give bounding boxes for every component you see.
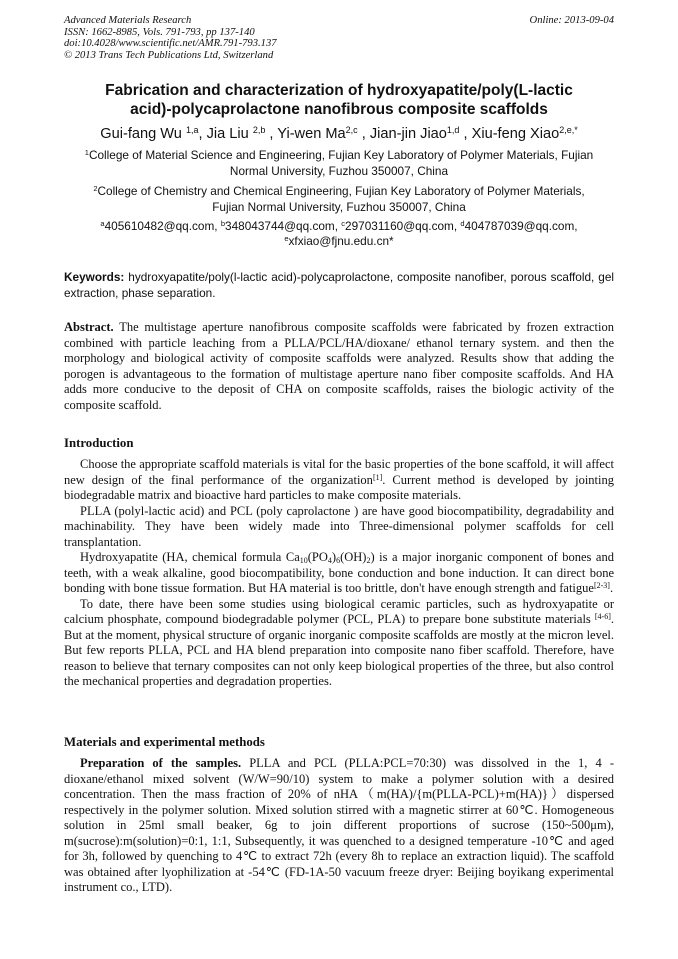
issn-line: ISSN: 1662-8985, Vols. 791-793, pp 137-140 xyxy=(64,26,255,38)
author-name: Xiu-feng Xiao xyxy=(471,126,560,142)
paragraph-text: . But at the moment, physical structure of organic inorganic composite scaffolds are mostly at the micron level. But few reports PLLA, PCL and HA blend preparation into composite nano fiber scaffold. Therefore, have reason to believe that ternary composites can not only keep biological properties of the three, but also control the mechanical properties and degradation properties. xyxy=(64,612,614,688)
paragraph-text: . xyxy=(609,581,614,595)
subscript: 10 xyxy=(299,556,308,565)
subscript: 6 xyxy=(336,556,341,565)
intro-paragraph-1 xyxy=(64,457,614,504)
email-a: 405610482@qq.com, xyxy=(104,219,221,233)
affiliation-text: College of Chemistry and Chemical Engineering, Fujian Key Laboratory of Polymer Materials, xyxy=(97,184,585,198)
email-mark: c xyxy=(341,219,346,228)
title-line-1: Fabrication and characterization of hydroxyapatite/poly(L-lactic xyxy=(105,82,573,99)
abstract-label: Abstract. xyxy=(64,320,114,334)
introduction-heading: Introduction xyxy=(64,436,134,450)
author-affil-mark: 2,c xyxy=(345,125,358,135)
methods-heading: Materials and experimental methods xyxy=(64,735,265,749)
affiliation-number: 2 xyxy=(93,184,98,193)
affiliation-2 xyxy=(64,184,614,215)
doi-line: doi:10.4028/www.scientific.net/AMR.791-793.137 xyxy=(64,38,277,50)
author-name: Yi-wen Ma xyxy=(277,126,346,142)
paragraph-text: Choose the appropriate scaffold materials is vital for the basic properties of the bone scaffold, it will affect new design of the final performance of the organization xyxy=(64,457,614,487)
author-separator: , xyxy=(198,126,207,142)
paragraph-text: . Current method is developed by jointing biodegradable matrix and bioactive hard particles to make composite materials. xyxy=(64,472,615,502)
paragraph-text: (OH) xyxy=(340,550,367,564)
online-date: Online: 2013-09-04 xyxy=(529,15,614,26)
author-separator: , xyxy=(357,126,370,142)
journal-name: Advanced Materials Research xyxy=(64,15,192,26)
author-name: Gui-fang Wu xyxy=(100,126,182,142)
abstract xyxy=(64,320,614,413)
affiliation-text: College of Material Science and Engineering, Fujian Key Laboratory of Polymer Materials, Fujian xyxy=(88,148,594,162)
methods-body xyxy=(64,756,614,896)
affiliation-text: Normal University, Fuzhou 350007, China xyxy=(229,163,449,178)
email-mark: b xyxy=(220,219,226,228)
author-affil-mark: 1,d xyxy=(446,125,460,135)
author-affil-mark: 1,a xyxy=(185,125,199,135)
author-separator: , xyxy=(265,126,278,142)
intro-paragraph-4 xyxy=(64,597,614,690)
citation[interactable]: [2-3] xyxy=(593,581,610,590)
author-separator: , xyxy=(459,126,472,142)
email-d: 404787039@qq.com, xyxy=(464,219,578,233)
methods-paragraph-1 xyxy=(64,756,614,896)
email-e: xfxiao@fjnu.edu.cn* xyxy=(288,234,394,248)
keywords xyxy=(64,270,614,301)
paragraph-text: ) is a major inorganic component of bones and teeth, with a weak alkaline, good biocompatibility, bone conduction and bone induction. It can direct bone bonding with bone tissue formation. But HA material is too brittle, don't have enough strength and fatigue xyxy=(64,550,614,595)
affiliation-number: 1 xyxy=(84,148,89,157)
subscript: 4 xyxy=(327,556,332,565)
author-name: Jia Liu xyxy=(206,126,249,142)
email-mark: a xyxy=(100,219,105,228)
copyright-line: © 2013 Trans Tech Publications Ltd, Switzerland xyxy=(64,49,274,61)
subsection-label: Preparation of the samples. xyxy=(80,756,242,770)
author-affil-mark: 2,b xyxy=(252,125,266,135)
title-line-2: acid)-polycaprolactone nanofibrous composite scaffolds xyxy=(130,101,548,118)
paper-title xyxy=(64,81,614,119)
subscript: 2 xyxy=(366,556,371,565)
citation[interactable]: [4-6] xyxy=(594,612,611,621)
author-list xyxy=(40,125,638,143)
email-mark: e xyxy=(284,234,289,243)
intro-paragraph-2: PLLA (polyl-lactic acid) and PCL (poly caprolactone ) are have good biocompatibility, degradability and machinability. They have been widely made into Three-dimensional polymer scaffolds for cell transplantation. xyxy=(64,503,614,549)
email-mark: d xyxy=(460,219,465,228)
author-affil-mark: 2,e,* xyxy=(559,125,578,135)
email-b: 348043744@qq.com, xyxy=(225,219,342,233)
affiliation-1 xyxy=(64,148,614,179)
abstract-text: The multistage aperture nanofibrous composite scaffolds were fabricated by frozen extraction combined with particle leaching from a PLLA/PCL/HA/dioxane/ ethanol ternary system. and then the morphology and biological activity of composite scaffolds were analyzed. Results show that adding the porogen is advantageous to the formation of multistage aperture nano fiber composite scaffolds. And HA adds more conducive to the deposit of CHA on composite scaffolds, raises the biologic activity of the composite scaffold. xyxy=(64,320,614,412)
paragraph-text: ) xyxy=(331,550,337,564)
keywords-label: Keywords: xyxy=(64,270,125,284)
journal-header xyxy=(64,15,277,61)
introduction-body xyxy=(64,457,614,690)
paragraph-text: Hydroxyapatite (HA, chemical formula Ca xyxy=(80,550,300,564)
paragraph-text: To date, there have been some studies using biological ceramic particles, such as hydroxyapatite or calcium phosphate, compound biodegradable polymer (PCL, PLA) to prepare bone substitute materials xyxy=(64,596,614,626)
affiliation-text: Fujian Normal University, Fuzhou 350007, China xyxy=(212,199,466,214)
author-name: Jian-jin Jiao xyxy=(369,126,447,142)
keywords-text: hydroxyapatite/poly(l-lactic acid)-polycaprolactone, composite nanofiber, porous scaffold, gel extraction, phase separation. xyxy=(64,270,614,300)
paragraph-text: (PO xyxy=(307,550,328,564)
paragraph-text: PLLA and PCL (PLLA:PCL=70:30) was dissolved in the 1, 4 -dioxane/ethanol mixed solvent (W/W=90/10) system to make a polymer solution with a desired concentration. Then the mass fraction of 20% of nHA（m(HA)/{m(PLLA-PCL)+m(HA)}）dispersed respectively in the polymer solution. Mixed solution stirred with a magnetic stirrer at 60℃. Homogeneous solution in 25ml small beaker, 6g to join different proportions of sucrose (150~500μm), m(sucrose):m(solution)=0:1, 1:1, Subsequently, it was quenched to a designed temperature -10℃ and aged for 3h, followed by quenching to 4℃ to extract 72h (every 8h to replace an extraction liquid). The scaffold was obtained after lyophilization at -54℃ (FD-1A-50 vacuum freeze dryer: Beijing boyikang experimental instrument co., LTD). xyxy=(64,756,614,894)
author-emails xyxy=(64,219,614,249)
email-c: 297031160@qq.com, xyxy=(345,219,461,233)
intro-paragraph-3 xyxy=(64,550,614,597)
citation[interactable]: [1] xyxy=(372,472,383,482)
